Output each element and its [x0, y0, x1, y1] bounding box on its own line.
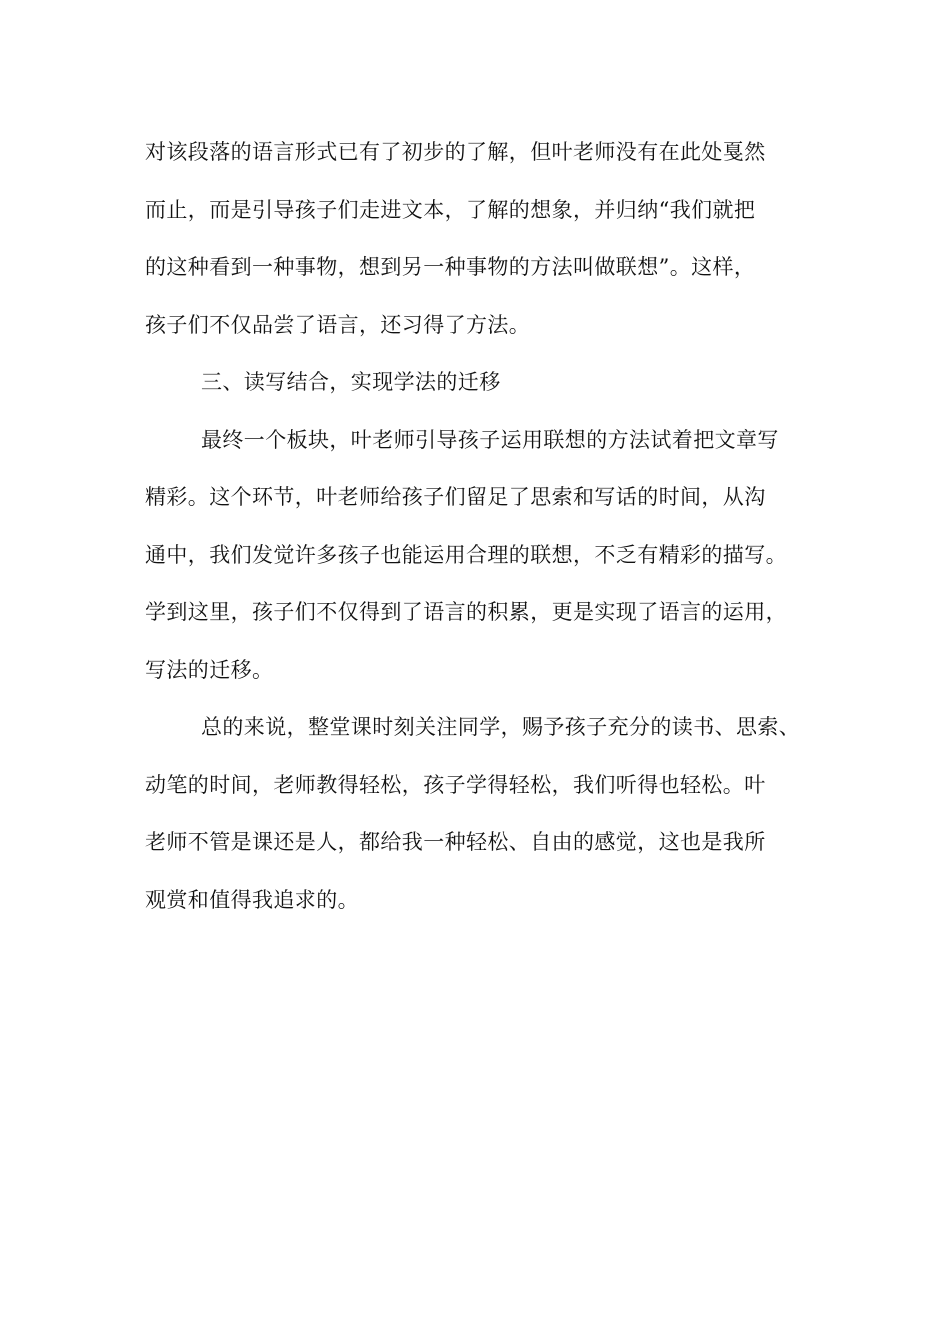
paragraph-line: 最终一个板块，叶老师引导孩子运用联想的方法试着把文章写 — [201, 427, 779, 452]
paragraph-line: 写法的迁移。 — [145, 657, 274, 682]
paragraph-line: 精彩。这个环节，叶老师给孩子们留足了思索和写话的时间，从沟 — [145, 485, 766, 509]
paragraph-line: 观赏和值得我追求的。 — [145, 887, 359, 912]
paragraph-line: 而止，而是引导孩子们走进文本，了解的想象，并归纳“我们就把 — [145, 197, 756, 222]
paragraph-line: 老师不管是课还是人，都给我一种轻松、自由的感觉，这也是我所 — [145, 830, 766, 854]
paragraph-line: 孩子们不仅品尝了语言，还习得了方法。 — [145, 312, 531, 337]
section-heading: 三、读写结合，实现学法的迁移 — [201, 370, 501, 394]
paragraph-line: 学到这里，孩子们不仅得到了语言的积累，更是实现了语言的运用， — [145, 600, 787, 624]
paragraph-line: 对该段落的语言形式已有了初步的了解，但叶老师没有在此处戛然 — [145, 140, 766, 164]
paragraph-line: 的这种看到一种事物，想到另一种事物的方法叫做联想”。这样， — [145, 255, 756, 279]
paragraph-line: 总的来说，整堂课时刻关注同学，赐予孩子充分的读书、思索、 — [201, 715, 801, 739]
document-body — [145, 133, 845, 938]
paragraph-line: 通中，我们发觉许多孩子也能运用合理的联想，不乏有精彩的描写。 — [145, 542, 787, 567]
paragraph-line: 动笔的时间，老师教得轻松，孩子学得轻松，我们听得也轻松。叶 — [145, 772, 766, 797]
